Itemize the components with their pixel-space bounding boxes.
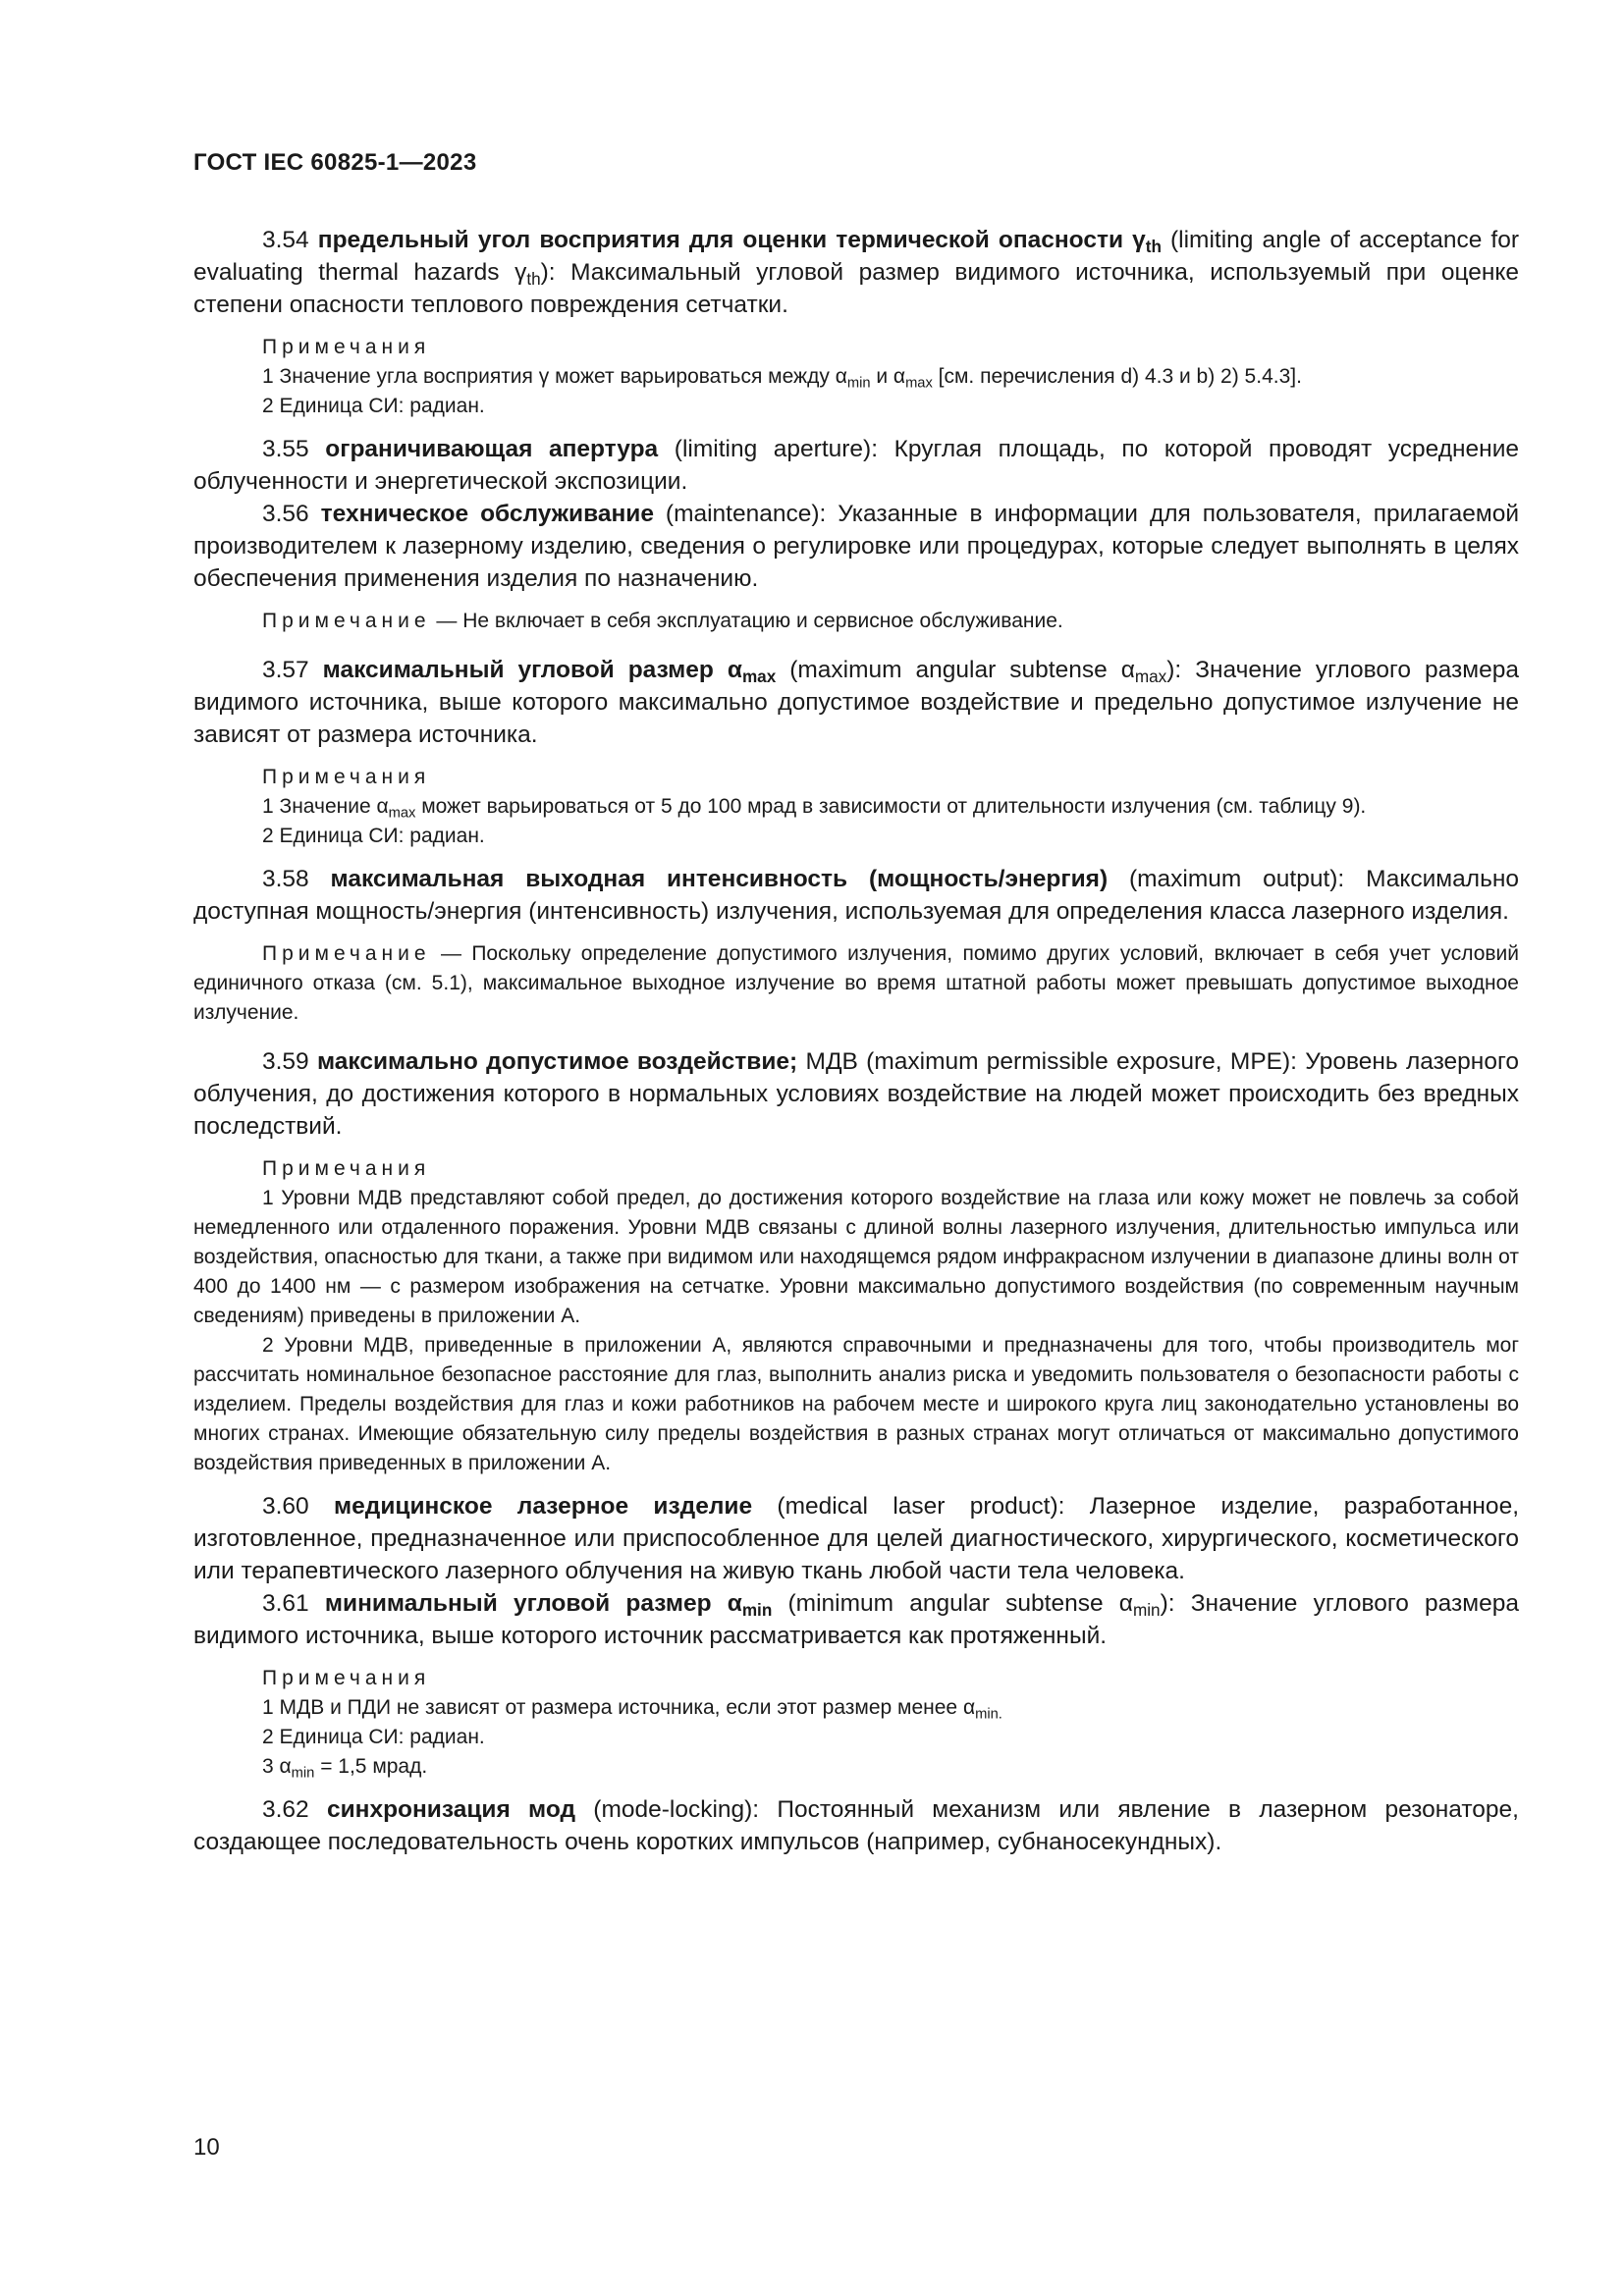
term-name: максимальный угловой размер: [322, 657, 714, 683]
term-definition: (maximum output): Максимально доступная мощность/энергия (интенсивность) излучения, используемая для определения класса лазерного изделия.: [193, 866, 1519, 925]
note-label: Примечание: [262, 942, 431, 965]
note-2: 2 Уровни МДВ, приведенные в приложении А, являются справочными и предназначены для того, чтобы производитель мог рассчитать номинальное безопасное расстояние для глаз, выполнить анализ риска и уведомить пользователя о безопасности работы с изделием. Пределы воздействия для глаз и кожи работников на рабочем месте и широкого круга лиц законодательно установлены во многих странах. Имеющие обязательную силу пределы воздействия в разных странах могут отличаться от максимально допустимого воздействия приведенных в приложении А.: [193, 1334, 1519, 1474]
term-number: 3.60: [262, 1493, 309, 1520]
term-number: 3.62: [262, 1796, 309, 1823]
term-number: 3.54: [262, 227, 309, 253]
term-name: техническое обслуживание: [320, 501, 654, 527]
term-3-55: [193, 433, 1519, 498]
term-definition: МДВ (maximum permissible exposure, MPE): Уровень лазерного облучения, до достижения которого в нормальных условиях воздействие на людей может происходить без вредных последствий.: [193, 1048, 1519, 1140]
term-number: 3.55: [262, 436, 309, 462]
note-2: 2 Единица СИ: радиан.: [262, 395, 485, 417]
note-single: Примечание — Не включает в себя эксплуатацию и сервисное обслуживание.: [262, 610, 1063, 632]
term-number: 3.58: [262, 866, 309, 892]
term-definition: (maintenance): Указанные в информации для пользователя, прилагаемой производителем к лазерному изделию, сведения о регулировке или процедурах, которые следует выполнять в целях обеспечения применения изделия по назначению.: [193, 501, 1519, 592]
note-3: 3 $\alpha_{min} = 1,5$ мрад.: [262, 1755, 428, 1782]
term-name: ограничивающая апертура: [325, 436, 659, 462]
note-1: 1 Значение $\alpha_{max}$ может варьироваться от 5 до 100 мрад в зависимости от длительности излучения (см. таблицу 9).: [262, 795, 1367, 822]
note-label: Примечание: [262, 610, 431, 632]
term-name: медицинское лазерное изделие: [334, 1493, 753, 1520]
term-symbol: $\alpha_{min}$: [727, 1590, 773, 1621]
term-3-57: 3.57 максимальный угловой размер $\alpha_{max}$ (maximum angular subtense $\alpha_{max}$): Значение углового размера видимого источника, выше которого максимально допустимое воздействие и предельно допустимое излучение не зависят от размера источника.: [193, 657, 1519, 748]
term-english: (minimum angular subtense: [787, 1590, 1104, 1617]
term-name: максимальная выходная интенсивность (мощность/энергия): [330, 866, 1109, 892]
note-single: Примечание — Поскольку определение допустимого излучения, помимо других условий, включает в себя учет условий единичного отказа (см. 5.1), максимальное выходное излучение во время штатной работы может превышать допустимое выходное излучение.: [193, 942, 1519, 1024]
term-number: 3.61: [262, 1590, 309, 1617]
note-1: 1 Уровни МДВ представляют собой предел, до достижения которого воздействие на глаза или кожу может не повлечь за собой немедленного или отдаленного поражения. Уровни МДВ связаны с длиной волны лазерного излучения, длительностью импульса или воздействия, опасностью для ткани, а также при видимом или находящемся рядом инфракрасном излучении в диапазоне длины волн от 400 до 1400 нм — с размером изображения на сетчатке. Уровни максимально допустимого воздействия (по современным научным сведениям) приведены в приложении А.: [193, 1187, 1519, 1327]
term-name: минимальный угловой размер: [324, 1590, 712, 1617]
term-definition: ): Значение углового размера видимого источника, выше которого источник рассматривается как протяженный.: [193, 1590, 1519, 1649]
term-3-60: [193, 1490, 1519, 1587]
term-definition: (medical laser product): Лазерное изделие, разработанное, изготовленное, предназначенное или приспособленное для целей диагностического, хирургического, косметического или терапевтического лазерного облучения на живую ткань любой части тела человека.: [193, 1493, 1519, 1584]
notes-heading: Примечания: [262, 766, 431, 788]
term-3-54: 3.54 предельный угол восприятия для оценки термической опасности $\gamma_{th}$ (limiting angle of acceptance for evaluating thermal hazards $\gamma_{th}$): Максимальный угловой размер видимого источника, используемый при оценке степени опасности теплового повреждения сетчатки.: [193, 227, 1519, 318]
term-3-62: [193, 1793, 1519, 1858]
note-1: 1 МДВ и ПДИ не зависят от размера источника, если этот размер менее $\alpha_{min.}$: [262, 1696, 1002, 1723]
term-3-56: [193, 498, 1519, 595]
note-2: 2 Единица СИ: радиан.: [262, 1726, 485, 1748]
notes-heading: Примечания: [262, 1157, 431, 1180]
term-number: 3.56: [262, 501, 309, 527]
term-english: (maximum angular subtense: [789, 657, 1108, 683]
note-2: 2 Единица СИ: радиан.: [262, 825, 485, 847]
term-3-58: [193, 863, 1519, 928]
term-english: (limiting angle of acceptance for evaluating thermal hazards: [193, 227, 1519, 286]
page-number: 10: [193, 2134, 220, 2161]
term-name: предельный угол восприятия для оценки термической опасности: [317, 227, 1124, 253]
note-1: 1 Значение угла восприятия γ может варьироваться между $\alpha_{min}$ и $\alpha_{max}$ [см. перечисления d) 4.3 и b) 2) 5.4.3].: [262, 365, 1302, 392]
term-symbol: $\gamma_{th}$: [1132, 227, 1162, 257]
term-symbol: $\alpha_{max}$: [727, 657, 777, 687]
term-definition: ): Максимальный угловой размер видимого источника, используемый при оценке степени опасности теплового повреждения сетчатки.: [193, 259, 1519, 318]
term-number: 3.59: [262, 1048, 309, 1075]
term-name: синхронизация мод: [326, 1796, 576, 1823]
term-number: 3.57: [262, 657, 309, 683]
term-definition: (limiting aperture): Круглая площадь, по которой проводят усреднение облученности и энергетической экспозиции.: [193, 436, 1520, 495]
notes-heading: Примечания: [262, 336, 431, 358]
term-definition: ): Значение углового размера видимого источника, выше которого максимально допустимое воздействие и предельно допустимое излучение не зависят от размера источника.: [193, 657, 1519, 748]
term-3-59: [193, 1045, 1519, 1143]
document-content: [193, 224, 1519, 1858]
document-header: ГОСТ IEC 60825-1—2023: [193, 149, 477, 176]
term-3-61: 3.61 минимальный угловой размер $\alpha_{min}$ (minimum angular subtense $\alpha_{min}$): Значение углового размера видимого источника, выше которого источник рассматривается как протяженный.: [193, 1590, 1519, 1649]
term-name: максимально допустимое воздействие;: [317, 1048, 798, 1075]
term-definition: (mode-locking): Постоянный механизм или явление в лазерном резонаторе, создающее последовательность очень коротких импульсов (например, субнаносекундных).: [193, 1796, 1519, 1855]
notes-heading: Примечания: [262, 1667, 431, 1689]
